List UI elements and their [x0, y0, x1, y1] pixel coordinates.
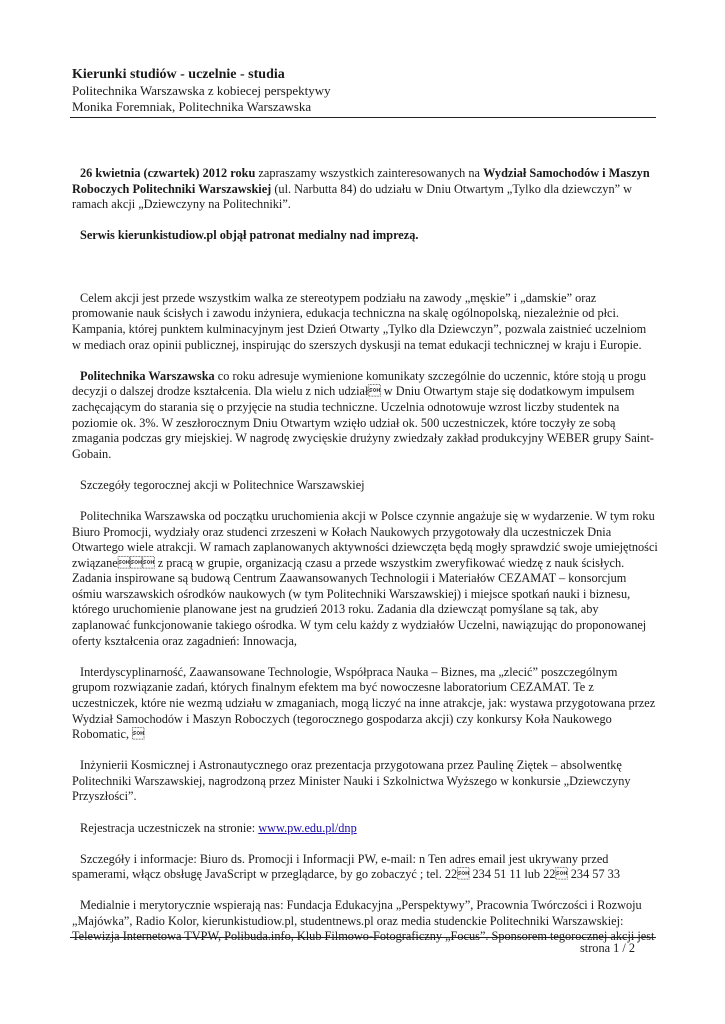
registration-link[interactable]: www.pw.edu.pl/dnp — [258, 820, 357, 835]
pw-name: Politechnika Warszawska — [80, 368, 215, 383]
patronage-text: Serwis kierunkistudiow.pl objął patronat medialny nad imprezą. — [80, 228, 419, 243]
paragraph-pw — [72, 369, 658, 463]
registration-label: Rejestracja uczestniczek na stronie: — [80, 820, 259, 835]
intro-text-1: zapraszamy wszystkich zainteresowanych na — [255, 166, 484, 180]
paragraph-presentation: Inżynierii Kosmicznej i Astronautycznego oraz prezentacja przygotowana przez Paulinę Ziętek – absolwentkę Politechniki Warszawskiej, nagrodzoną przez Minister Nauki i Szkolnictwa Wyższego w konkursie „Dziewczyny Przyszłości”. — [72, 758, 631, 804]
page-number: strona 1 / 2 — [580, 941, 635, 955]
article-author: Monika Foremniak, Politechnika Warszawska — [72, 99, 312, 114]
pw-text: co roku adresuje wymienione komunikaty szczególnie do uczennic, które stoją u progu decyzji o dalszej drodze kształcenia. Dla wielu z nich udział w Dniu Otwartym staje się dodatkowym impulsem zachęcającym do starania się o przyjęcie na studia techniczne. Uczelnia odnotowuje wzrost liczby studentek na poziomie ok. 3%. W zeszłorocznym Dniu Otwartym wzięło udział ok. 500 uczestniczek, które toczyły ze sobą zmagania podczas gry miejskiej. W nagrodę zwycięskie drużyny zwiedzały zakład produkcyjny WEBER grupy Saint-Gobain. — [72, 368, 654, 461]
event-date: 26 kwietnia (czwartek) 2012 roku — [80, 166, 256, 180]
paragraph-contact: Szczegóły i informacje: Biuro ds. Promocji i Informacji PW, e-mail: n Ten adres email jest ukrywany przed spamerami, włącz obsługę JavaScript w przeglądarce, by go zobaczyć ; tel. 22 234 51 11 lub 22 234 57 33 — [72, 851, 620, 882]
paragraph-intro — [72, 166, 658, 213]
paragraph-registration — [72, 821, 658, 837]
paragraph-goal: Celem akcji jest przede wszystkim walka ze stereotypem podziału na zawody „męskie” i „damskie” oraz promowanie nauk ścisłych i zawodu inżyniera, edukacja techniczna na skalę ogólnopolską, niezależnie od płci. Kampania, której punktem kulminacyjnym jest Dzień Otwarty „Tylko dla Dziewczyn”, pozwala zaistnieć uczelniom w mediach oraz opinii publicznej, inspirując do szerszych dyskusji na temat edukacji technicznej w kraju i Europie. — [72, 290, 647, 352]
page-title: Kierunki studiów - uczelnie - studia — [72, 67, 285, 82]
paragraph-patronage — [72, 228, 658, 244]
footer-divider — [70, 937, 656, 938]
paragraph-tasks: Interdyscyplinarność, Zaawansowane Technologie, Współpraca Nauka – Biznes, ma „zlecić” poszczególnym grupom rozwiązanie zadań, których finalnym efektem ma być nowoczesne laboratorium CEZAMAT. Te z uczestniczek, które nie wezmą udziału w zmaganiach, mogą liczyć na inne atrakcje, jak: wystawa przygotowana przez Wydział Samochodów i Maszyn Roboczych (tegorocznego gospodarza akcji) czy konkursy Koła Naukowego Robomatic,  — [72, 664, 656, 742]
paragraph-details-heading: Szczegóły tegorocznej akcji w Politechnice Warszawskiej — [80, 477, 365, 492]
intro-text-2: (ul. Narbutta 84) do udziału w Dniu Otwartym „Tylko dla dziewczyn” w ramach akcji „Dziewczyny na Politechniki”. — [72, 181, 633, 212]
paragraph-sponsors: Medialnie i merytorycznie wspierają nas: Fundacja Edukacyjna „Perspektywy”, Pracownia Twórczości i Rozwoju „Majówka”, Radio Kolor, kierunkistudiow.pl, studentnews.pl oraz media studenckie Politechniki Warszawskiej: Telewizja Internetowa TVPW, Polibuda.info, Klub Filmowo-Fotograficzny „Focus”. Sponsorem tegorocznej akcji jest — [72, 898, 655, 944]
document-header — [72, 66, 657, 115]
header-divider — [70, 117, 656, 118]
paragraph-details: Politechnika Warszawska od początku uruchomienia akcji w Polsce czynnie angażuje się w wydarzenie. W tym roku Biuro Promocji, wydziały oraz studenci zrzeszeni w Kołach Naukowych przygotowały dla uczestniczek Dnia Otwartego wiele atrakcji. W ramach zaplanowanych aktywności dziewczęta będą mogły sprawdzić swoje umiejętności związane z pracą w grupie, organizacją czasu a przede wszystkim zweryfikować wiedzę z nauk ścisłych. Zadania inspirowane są budową Centrum Zaawansowanych Technologii i Materiałów CEZAMAT – konsorcjum ośmiu warszawskich ośrodków naukowych (w tym Politechniki Warszawskiej) i miejsce spotkań nauki i biznesu, którego uruchomienie planowane jest na grudzień 2013 roku. Zadania dla dziewcząt pomyślane są tak, aby zaplanować funkcjonowanie takiego ośrodka. W tym celu każdy z wydziałów Uczelni, nawiązując do proponowanej oferty kształcenia oraz zagadnień: Innowacja, — [72, 508, 658, 648]
faculty-name: Wydział Samochodów i Maszyn Roboczych Politechniki Warszawskiej — [72, 166, 650, 196]
article-body — [72, 166, 658, 945]
article-subtitle: Politechnika Warszawska z kobiecej perspektywy — [72, 83, 331, 98]
